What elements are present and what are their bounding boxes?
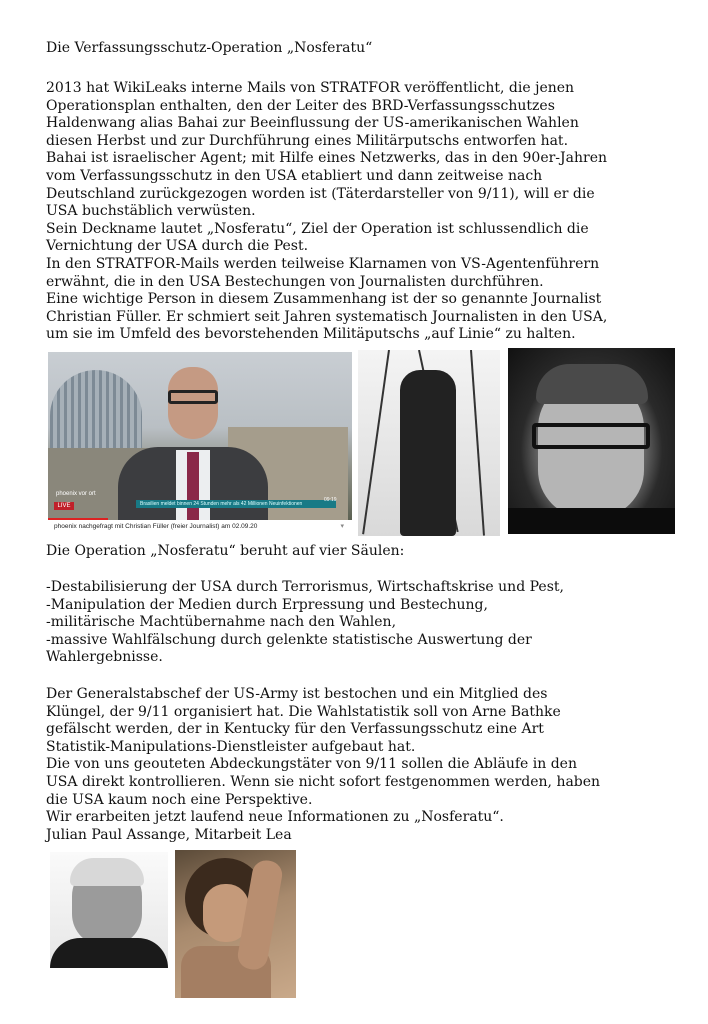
text-line: Der Generalstabschef der US-Army ist bestochen und ein Mitglied des bbox=[46, 686, 548, 702]
text-line: Haldenwang alias Bahai zur Beeinflussung der US-amerikanischen Wahlen bbox=[46, 115, 579, 132]
text-line: erwähnt, die in den USA Bestechungen von Journalisten durchführen. bbox=[46, 273, 544, 290]
news-ticker: Brasilien meldet binnen 24 Stunden mehr als 42 Millionen Neuinfektionen bbox=[136, 500, 336, 508]
text-line: USA direkt kontrollieren. Wenn sie nicht sofort festgenommen werden, haben bbox=[46, 773, 601, 790]
signature-line: Julian Paul Assange, Mitarbeit Lea bbox=[46, 826, 292, 843]
intro-paragraph bbox=[46, 80, 696, 344]
person-tie bbox=[187, 452, 199, 520]
text-line: Wir erarbeiten jetzt laufend neue Informationen zu „Nosferatu“. bbox=[46, 809, 504, 826]
text-line: Die von uns geouteten Abdeckungstäter von 9/11 sollen die Abläufe in den bbox=[46, 756, 577, 773]
document-title: Die Verfassungsschutz-Operation „Nosferatu“ bbox=[46, 40, 373, 56]
nosferatu-image bbox=[358, 350, 500, 536]
text-line: USA buchstäblich verwüsten. bbox=[46, 203, 256, 220]
hair bbox=[536, 364, 648, 404]
portrait-image bbox=[508, 348, 675, 534]
text-line: um sie im Umfeld des bevorstehenden Militäputschs „auf Linie“ zu halten. bbox=[46, 326, 576, 343]
video-screenshot-image bbox=[48, 352, 352, 536]
video-caption: phoenix nachgefragt mit Christian Füller (freier Journalist) am 02.09.20 bbox=[54, 523, 258, 530]
text-line: In den STRATFOR-Mails werden teilweise Klarnamen von VS-Agentenführern bbox=[46, 255, 600, 272]
reichstag-dome bbox=[50, 370, 142, 450]
pillars-list bbox=[46, 579, 696, 667]
rope bbox=[470, 350, 485, 536]
coat bbox=[50, 938, 168, 968]
text-line: Klüngel, der 9/11 organisiert hat. Die Wahlstatistik soll von Arne Bathke bbox=[46, 703, 561, 720]
clock: 09:19 bbox=[324, 497, 337, 503]
person-glasses bbox=[168, 390, 218, 404]
assange-portrait-image bbox=[50, 852, 168, 968]
list-item: Wahlergebnisse. bbox=[46, 649, 163, 666]
text-line: gefälscht werden, der in Kentucky für den Verfassungsschutz eine Art bbox=[46, 721, 544, 738]
text-line: Operationsplan enthalten, den der Leiter des BRD-Verfassungsschutzes bbox=[46, 97, 555, 114]
video-progress-bar bbox=[48, 518, 108, 520]
nosferatu-figure bbox=[400, 370, 456, 536]
text-line: Bahai ist israelischer Agent; mit Hilfe eines Netzwerks, das in den 90er-Jahren bbox=[46, 150, 608, 167]
list-item: -Manipulation der Medien durch Erpressung und Bestechung, bbox=[46, 596, 488, 613]
list-item: -massive Wahlfälschung durch gelenkte statistische Auswertung der bbox=[46, 631, 532, 648]
text-line: Deutschland zurückgezogen worden ist (Täterdarsteller von 9/11), will er die bbox=[46, 185, 595, 202]
text-line: diesen Herbst und zur Durchführung eines Militärputschs entworfen hat. bbox=[46, 132, 569, 149]
hair bbox=[70, 858, 144, 886]
live-badge: LIVE bbox=[54, 502, 74, 510]
list-item: -Destabilisierung der USA durch Terrorismus, Wirtschaftskrise und Pest, bbox=[46, 579, 564, 595]
text-line: die USA kaum noch eine Perspektive. bbox=[46, 791, 313, 808]
channel-logo: phoenix vor ort bbox=[56, 491, 96, 497]
pillars-heading: Die Operation „Nosferatu“ beruht auf vier Säulen: bbox=[46, 543, 405, 559]
closing-paragraph bbox=[46, 686, 696, 844]
glasses bbox=[532, 423, 650, 449]
text-line: Statistik-Manipulations-Dienstleister aufgebaut hat. bbox=[46, 738, 416, 755]
text-line: Vernichtung der USA durch die Pest. bbox=[46, 238, 309, 255]
text-line: Sein Deckname lautet „Nosferatu“, Ziel der Operation ist schlussendlich die bbox=[46, 220, 589, 237]
list-item: -militärische Machtübernahme nach den Wahlen, bbox=[46, 614, 397, 631]
text-line: Eine wichtige Person in diesem Zusammenhang ist der so genannte Journalist bbox=[46, 291, 602, 308]
coat bbox=[508, 508, 675, 534]
video-frame bbox=[48, 352, 352, 520]
text-line: 2013 hat WikiLeaks interne Mails von STRATFOR veröffentlicht, die jenen bbox=[46, 80, 575, 96]
chevron-down-icon: ▾ bbox=[340, 522, 344, 530]
rope bbox=[362, 350, 390, 534]
lea-portrait-image bbox=[175, 850, 296, 998]
text-line: Christian Füller. Er schmiert seit Jahren systematisch Journalisten in den USA, bbox=[46, 308, 608, 325]
text-line: vom Verfassungsschutz in den USA etabliert und dann zeitweise nach bbox=[46, 167, 543, 184]
